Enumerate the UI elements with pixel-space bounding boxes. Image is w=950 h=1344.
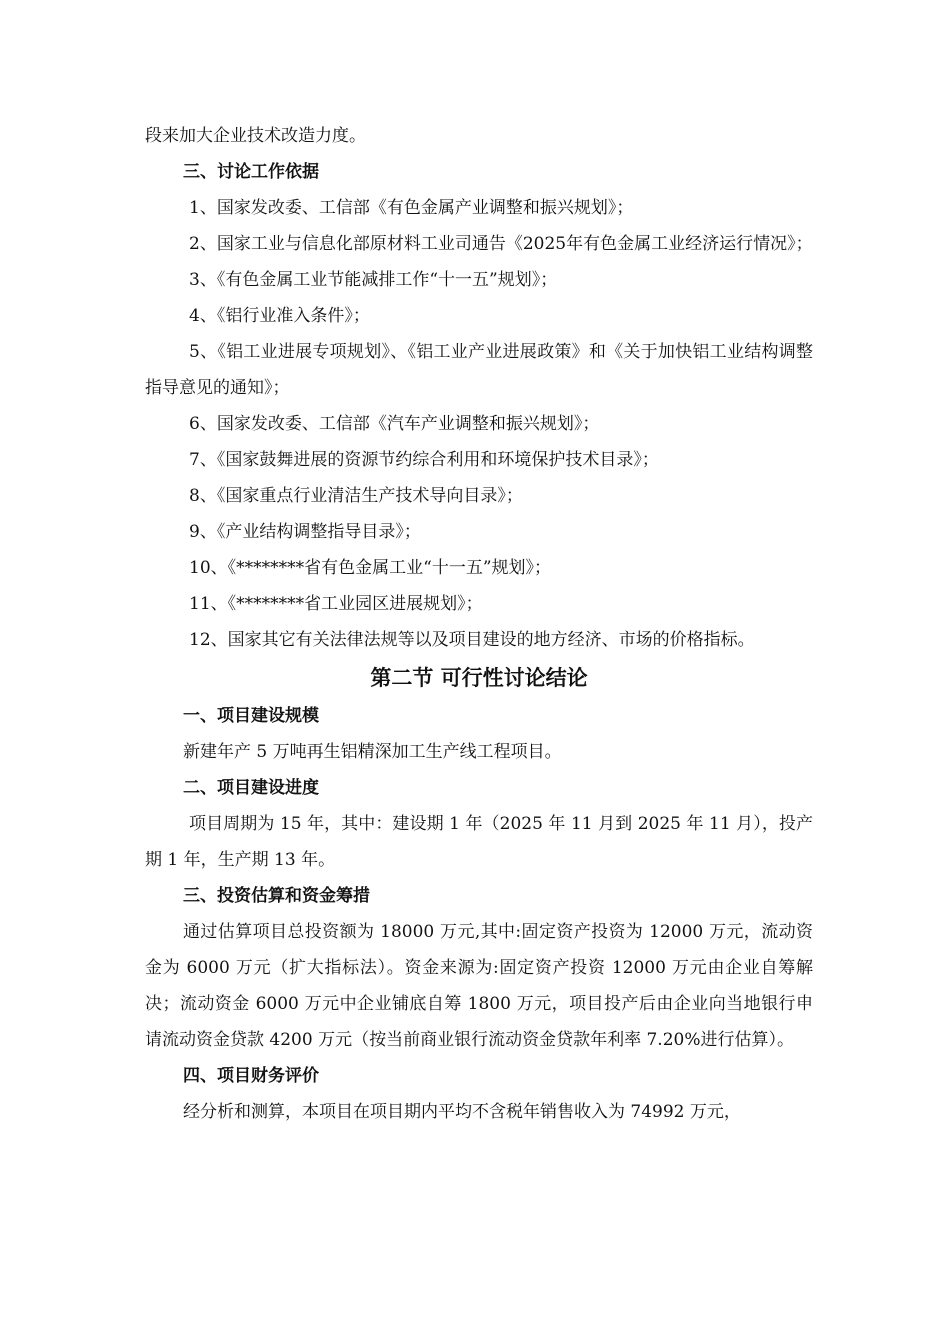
paragraph-invest: 通过估算项目总投资额为 18000 万元,其中:固定资产投资为 12000 万元，流动资金为 6000 万元（扩大指标法）。资金来源为:固定资产投资 12000 万元由企业自筹解决；流动资金 6000 万元中企业铺底自筹 1800 万元，项目投产后由企业向当地银行申请流动资金贷款 4200 万元（按当前商业银行流动资金贷款年利率 7.20%进行估算）。 (145, 922, 813, 1050)
document-body (145, 118, 813, 1130)
basis-item-9: 9、《产业结构调整指导目录》； (189, 522, 421, 542)
basis-item-1: 1、国家发改委、工信部《有色金属产业调整和振兴规划》； (189, 198, 634, 218)
basis-item-8: 8、《国家重点行业清洁生产技术导向目录》； (189, 486, 523, 506)
basis-item-5: 5、《铝工业进展专项规划》、《铝工业产业进展政策》和《关于加快铝工业结构调整指导意见的通知》； (145, 342, 813, 398)
paragraph-scale: 新建年产 5 万吨再生铝精深加工生产线工程项目。 (183, 742, 562, 762)
basis-item-11: 11、《********省工业园区进展规划》； (189, 594, 483, 614)
paragraph-finance: 经分析和测算，本项目在项目期内平均不含税年销售收入为 74992 万元， (183, 1102, 741, 1122)
paragraph-progress: 项目周期为 15 年，其中：建设期 1 年（2025 年 11 月到 2025 年 11 月），投产期 1 年，生产期 13 年。 (145, 814, 813, 870)
basis-item-12: 12、国家其它有关法律法规等以及项目建设的地方经济、市场的价格指标。 (189, 630, 755, 650)
basis-item-3: 3、《有色金属工业节能减排工作“十一五”规划》； (189, 270, 558, 290)
basis-item-2: 2、国家工业与信息化部原材料工业司通告《2025年有色金属工业经济运行情况》； (189, 234, 813, 254)
basis-item-4: 4、《铝行业准入条件》； (189, 306, 370, 326)
section-title: 第二节 可行性讨论结论 (370, 666, 588, 690)
basis-item-7: 7、《国家鼓舞进展的资源节约综合利用和环境保护技术目录》； (189, 450, 659, 470)
paragraph-continuation: 段来加大企业技术改造力度。 (145, 126, 366, 146)
heading-basis: 三、讨论工作依据 (183, 162, 319, 182)
heading-progress: 二、项目建设进度 (183, 778, 319, 798)
heading-scale: 一、项目建设规模 (183, 706, 319, 726)
basis-item-6: 6、国家发改委、工信部《汽车产业调整和振兴规划》； (189, 414, 600, 434)
heading-invest: 三、投资估算和资金筹措 (183, 886, 370, 906)
heading-finance: 四、项目财务评价 (183, 1066, 319, 1086)
basis-item-10: 10、《********省有色金属工业“十一五”规划》； (189, 558, 552, 578)
